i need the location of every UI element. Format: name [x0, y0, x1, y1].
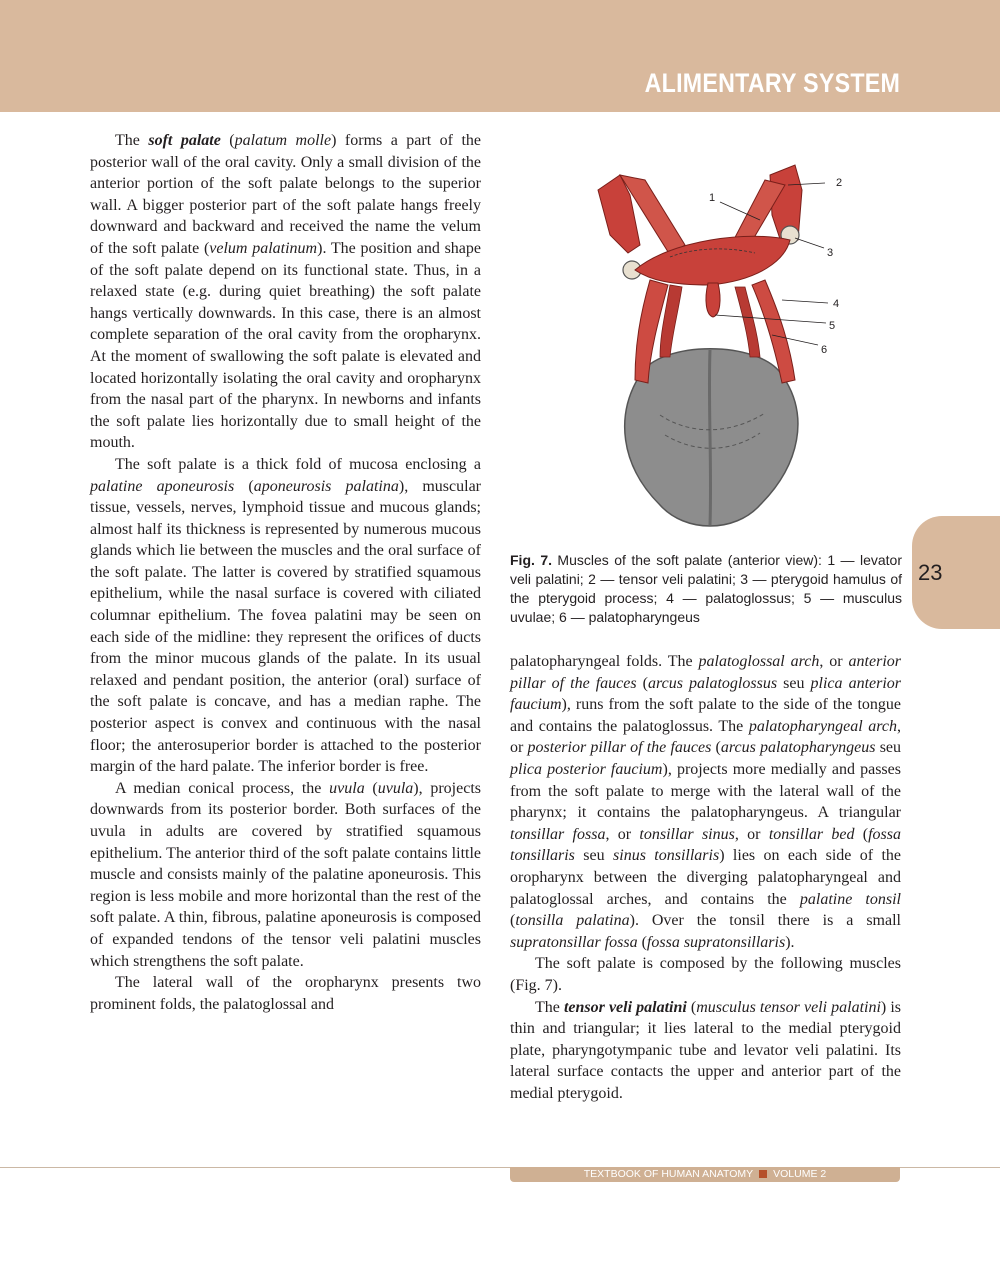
soft-palate-body: [635, 236, 790, 285]
paragraph: The soft palate is composed by the following muscles (Fig. 7).: [510, 955, 901, 994]
footer-separator-icon: [759, 1170, 767, 1178]
right-column: [510, 651, 901, 1104]
footer-running-title: [510, 1167, 900, 1182]
paragraph: The tensor veli palatini (musculus tensor veli palatini) is thin and triangular; it lies lateral to the medial pterygoid plate, pharyngotympanic tube and levator veli palatini. Its lateral surface contacts the upper and anterior part of the medial pterygoid.: [510, 998, 902, 1102]
figure-label-1: 1: [709, 192, 716, 204]
right-palatoglossal-arch: [735, 287, 760, 357]
paragraph: The soft palate is a thick fold of mucosa enclosing a palatine aponeurosis (aponeurosis palatina), muscular tissue, vessels, nerves, lymphoid tissue and mucous glands; almost half its thickness is represented by numerous mucous glands which lie between the muscles and the oral surface of the soft palate. The latter is covered by stratified squamous epithelium, while the nasal surface is covered with ciliated columnar epithelium. The fovea palatini may be seen on each side of the midline: they represent the orifices of ducts from the minor mucous glands of the palate. In its usual relaxed and pendant position, the anterior (oral) surface of the soft palate is concave, and has a median raphe. The posterior aspect is convex and continuous with the nasal floor; the anterosuperior border is attached to the posterior margin of the hard palate. The inferior border is free.: [90, 455, 482, 776]
paragraph: A median conical process, the uvula (uvula), projects downwards from its posterior border. Both surfaces of the uvula in adults are covered by stratified squamous epithelium. The anterior third of the soft palate contains little muscle and consists mainly of the palatine aponeurosis. This region is less mobile and more horizontal than the rest of the soft palate. A thin, fibrous, palatine aponeurosis is composed of expanded tendons of the tensor veli palatini muscles which strengthens the soft palate.: [90, 779, 482, 970]
figure-label-6: 6: [821, 344, 828, 356]
section-title: ALIMENTARY SYSTEM: [644, 68, 900, 98]
page-number: 23: [918, 560, 943, 585]
figure-caption-label: Fig. 7.: [510, 552, 552, 568]
paragraph: palatopharyngeal folds. The palatoglossal arch, or anterior pillar of the fauces (arcus palatoglossus seu plica anterior faucium), runs from the soft palate to the side of the tongue and contains the palatoglossus. The palatopharyngeal arch, or posterior pillar of the fauces (arcus palatopharyngeus seu plica posterior faucium), projects more medially and passes from the soft palate to merge with the lateral wall of the pharynx; it contains the palatopharyngeus. A triangular tonsillar fossa, or tonsillar sinus, or tonsillar bed (fossa tonsillaris seu sinus tonsillaris) lies on each side of the oropharynx between the diverging palatopharyngeal and palatoglossal arches, and contains the palatine tonsil (tonsilla palatina). Over the tonsil there is a small supratonsillar fossa (fossa supratonsillaris).: [510, 653, 902, 951]
figure-caption-text: Muscles of the soft palate (anterior view): 1 — levator veli palatini; 2 — tensor veli palatini; 3 — pterygoid hamulus of the pterygoid process; 4 — palatoglossus; 5 — musculus uvulae; 6 — palatopharyngeus: [510, 552, 902, 625]
figure-label-5: 5: [829, 320, 836, 332]
volume-label: VOLUME 2: [773, 1168, 827, 1180]
uvula: [706, 283, 720, 317]
figure-soft-palate-muscles: [510, 135, 902, 540]
tongue-midline: [709, 350, 710, 525]
book-title: TEXTBOOK OF HUMAN ANATOMY: [583, 1168, 754, 1180]
paragraph: The soft palate (palatum molle) forms a part of the posterior wall of the oral cavity. Only a small division of the anterior portion of the soft palate belongs to the superior wall. A bigger posterior part of the soft palate hangs freely downward and backward and received the name the velum of the soft palate (velum palatinum). The position and shape of the soft palate depend on its functional state. Thus, in a relaxed state (e.g. during quiet breathing) the soft palate hangs vertically downwards. In this case, there is an almost complete separation of the oral cavity from the oropharynx. At the moment of swallowing the soft palate is elevated and located horizontally isolating the oral cavity and oropharynx from the nasal part of the pharynx. In newborns and infants the soft palate lies horizontally due to small height of the mouth.: [90, 132, 481, 452]
figure-caption: [510, 551, 902, 627]
figure-label-3: 3: [827, 247, 834, 259]
figure-label-4: 4: [833, 298, 840, 310]
paragraph: The lateral wall of the oropharynx presents two prominent folds, the palatoglossal and: [90, 974, 481, 1013]
anatomy-illustration: [510, 135, 902, 540]
left-column: [90, 130, 481, 1015]
page-header: [0, 0, 1000, 112]
figure-label-2: 2: [836, 177, 843, 189]
